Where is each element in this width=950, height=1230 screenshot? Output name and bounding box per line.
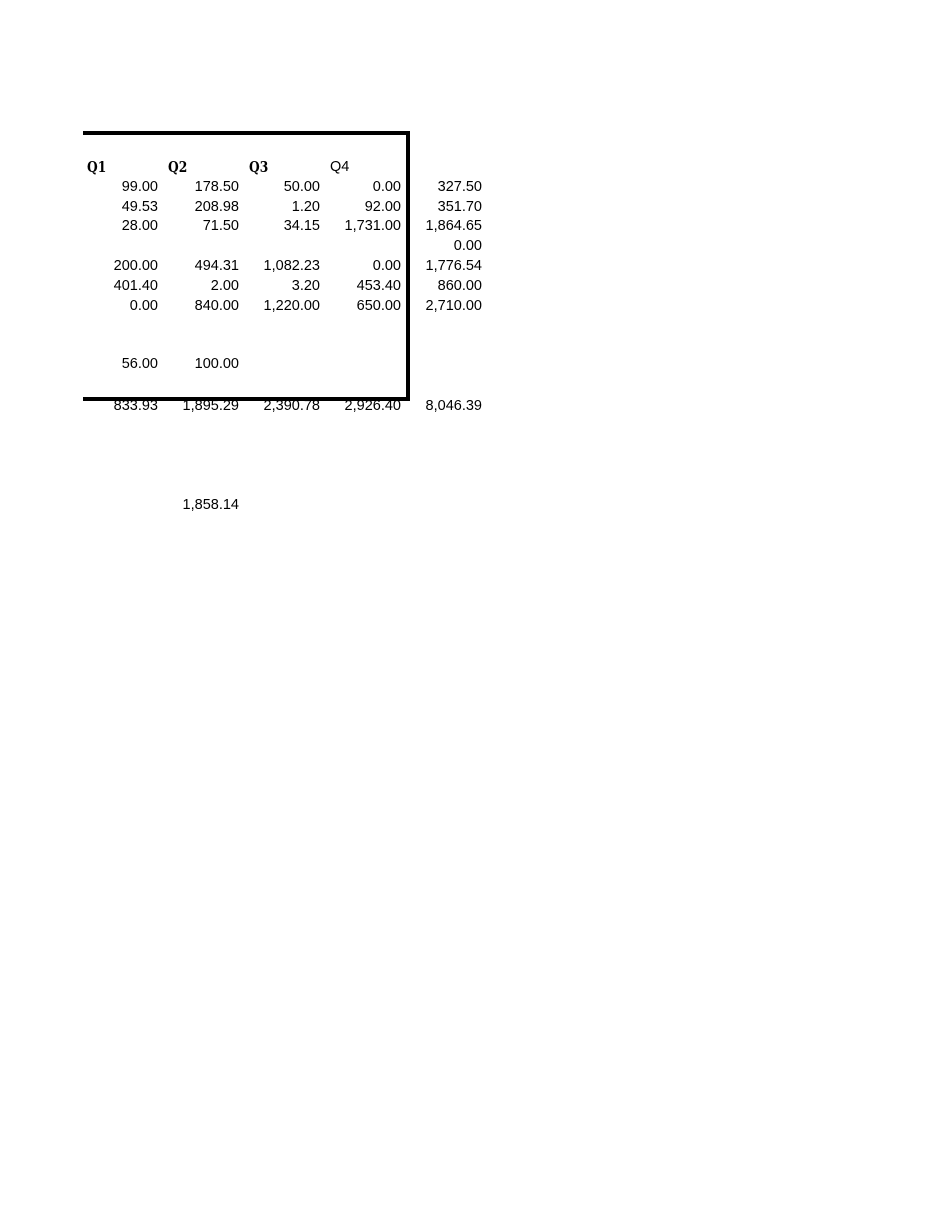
total-q4: 2,926.40 (344, 398, 401, 414)
cell-r7-q3: 1,220.00 (263, 298, 320, 314)
cell-r3-q3: 34.15 (283, 218, 320, 234)
cell-r5-q4: 0.00 (372, 258, 401, 274)
cell-r8-q1: 56.00 (121, 356, 158, 372)
cell-r6-q4: 453.40 (356, 278, 401, 294)
header-q1: Q1 (87, 158, 107, 176)
cell-r7-q4: 650.00 (356, 298, 401, 314)
cell-r5-q2: 494.31 (194, 258, 239, 274)
total-q2: 1,895.29 (182, 398, 239, 414)
cell-r5-q1: 200.00 (113, 258, 158, 274)
header-q2: Q2 (168, 158, 188, 176)
cell-r1-q1: 99.00 (121, 179, 158, 195)
total-q1: 833.93 (113, 398, 158, 414)
cell-r2-q3: 1.20 (291, 199, 320, 215)
cell-r3-q1: 28.00 (121, 218, 158, 234)
cell-r8-q2: 100.00 (194, 356, 239, 372)
cell-r7-total: 2,710.00 (425, 298, 482, 314)
cell-r2-q1: 49.53 (121, 199, 158, 215)
extra-value-cell: 1,858.14 (182, 497, 239, 513)
header-q3: Q3 (249, 158, 269, 176)
cell-r6-q1: 401.40 (113, 278, 158, 294)
cell-r5-total: 1,776.54 (425, 258, 482, 274)
cell-r2-q2: 208.98 (194, 199, 239, 215)
cell-r1-q3: 50.00 (283, 179, 320, 195)
cell-r4-total: 0.00 (453, 238, 482, 254)
cell-r3-total: 1,864.65 (425, 218, 482, 234)
cell-r2-q4: 92.00 (364, 199, 401, 215)
cell-r6-total: 860.00 (437, 278, 482, 294)
cell-r5-q3: 1,082.23 (263, 258, 320, 274)
cell-r1-total: 327.50 (437, 179, 482, 195)
cell-r6-q3: 3.20 (291, 278, 320, 294)
header-q4: Q4 (330, 159, 350, 175)
cell-r1-q4: 0.00 (372, 179, 401, 195)
cell-r7-q2: 840.00 (194, 298, 239, 314)
cell-r3-q2: 71.50 (202, 218, 239, 234)
cell-r2-total: 351.70 (437, 199, 482, 215)
cell-r3-q4: 1,731.00 (344, 218, 401, 234)
grand-total: 8,046.39 (425, 398, 482, 414)
total-q3: 2,390.78 (263, 398, 320, 414)
cell-r6-q2: 2.00 (210, 278, 239, 294)
cell-r1-q2: 178.50 (194, 179, 239, 195)
cell-r7-q1: 0.00 (129, 298, 158, 314)
